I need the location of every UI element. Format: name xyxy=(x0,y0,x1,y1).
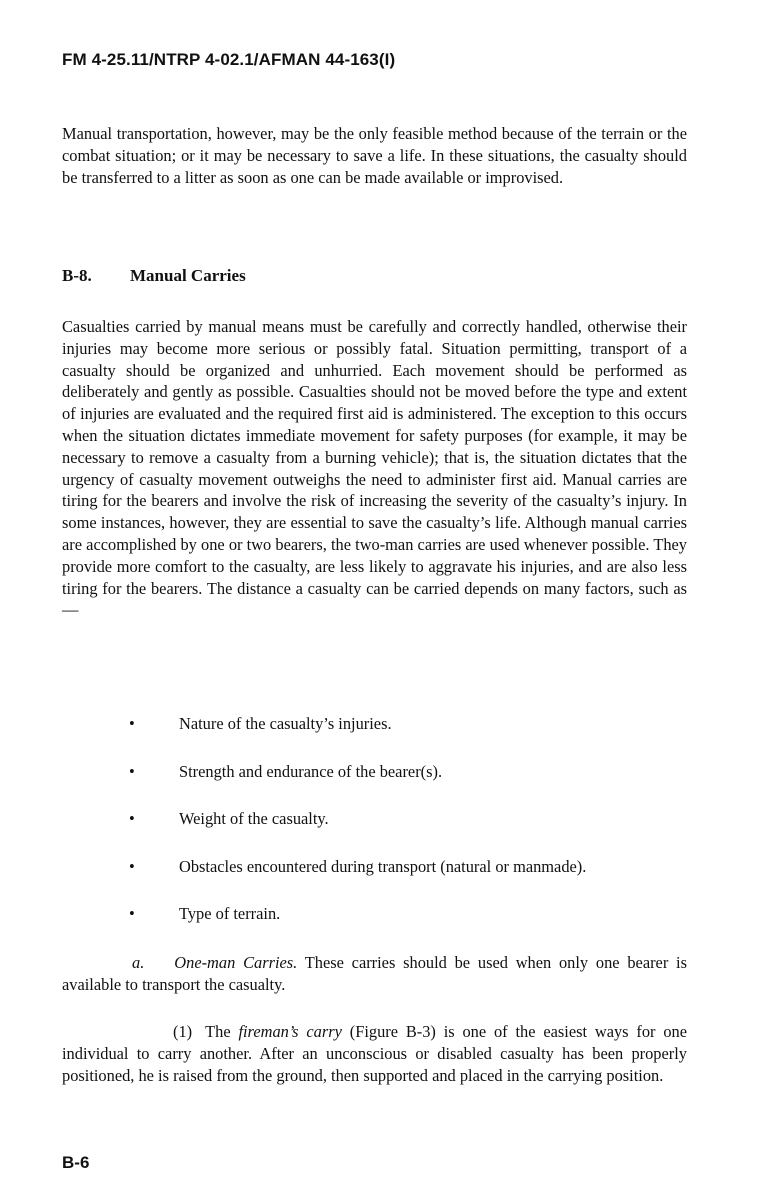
paragraph-1-label: (1) xyxy=(173,1022,193,1041)
subsection-a-label: a. xyxy=(132,953,145,972)
section-heading xyxy=(62,266,246,286)
intro-paragraph: Manual transportation, however, may be the only feasible method because of the terrain or the combat situation; or it may be necessary to save a life. In these situations, the casualty should be transferred to a litter as soon as one can be made available or improvised. xyxy=(62,124,687,187)
factors-list xyxy=(62,713,702,951)
bullet-icon: • xyxy=(129,809,135,828)
subsection-a-title: One-man Carries. xyxy=(174,953,298,972)
list-item-text: Obstacles encountered during transport (natural or manmade). xyxy=(179,856,587,876)
list-item-text: Strength and endurance of the bearer(s). xyxy=(179,761,443,781)
list-item-text: Type of terrain. xyxy=(179,904,281,923)
list-item xyxy=(62,761,702,809)
section-paragraph: Casualties carried by manual means must be carefully and correctly handled, otherwise their injuries may become more serious or possibly fatal. Situation permitting, transport of a casualty should be organized and unhurried. Each movement should be performed as deliberately and gently as possible. Casualties should not be moved before the type and extent of injuries are evaluated and the required first aid is administered. The exception to this occurs when the situation dictates immediate movement for safety purposes (for example, it may be necessary to remove a casualty from a burning vehicle); that is, the situation dictates that the urgency of casualty movement outweighs the need to administer first aid. Manual carries are tiring for the bearers and involve the risk of increasing the severity of the casualty’s injury. In some instances, however, they are essential to save the casualty’s life. Although manual carries are accomplished by one or two bearers, the two-man carries are used whenever possible. They provide more comfort to the casualty, are less likely to aggravate his injuries, and are also less tiring for the bearers. The distance a casualty can be carried depends on many factors, such as— xyxy=(62,317,687,620)
bullet-icon: • xyxy=(129,714,135,733)
list-item xyxy=(62,808,702,856)
bullet-icon: • xyxy=(129,856,135,876)
subsection-a-paragraph xyxy=(62,952,687,996)
paragraph-1-text-after: (Figure B-3) is one of the easiest ways for one individual to carry another. After an unconscious or disabled casualty has been properly positioned, he is raised from the ground, then supported and placed in the carrying position. xyxy=(62,1022,688,1085)
list-item-text: Weight of the casualty. xyxy=(179,809,329,828)
paragraph-1-text-before: The xyxy=(205,1022,239,1041)
subsection-a-text: These carries should be used when only one bearer is available to transport the casualty. xyxy=(62,953,687,994)
bullet-icon: • xyxy=(129,761,135,781)
bullet-icon: • xyxy=(129,904,135,923)
paragraph-1-term: fireman’s carry xyxy=(238,1022,342,1041)
section-title: Manual Carries xyxy=(130,266,246,285)
list-item xyxy=(62,856,702,904)
section-number: B-8. xyxy=(62,266,92,285)
page-number: B-6 xyxy=(62,1153,90,1172)
list-item xyxy=(62,903,702,951)
list-item xyxy=(62,713,702,761)
paragraph-1 xyxy=(62,1021,687,1086)
list-item-text: Nature of the casualty’s injuries. xyxy=(179,714,392,733)
document-header: FM 4-25.11/NTRP 4-02.1/AFMAN 44-163(I) xyxy=(62,50,396,69)
